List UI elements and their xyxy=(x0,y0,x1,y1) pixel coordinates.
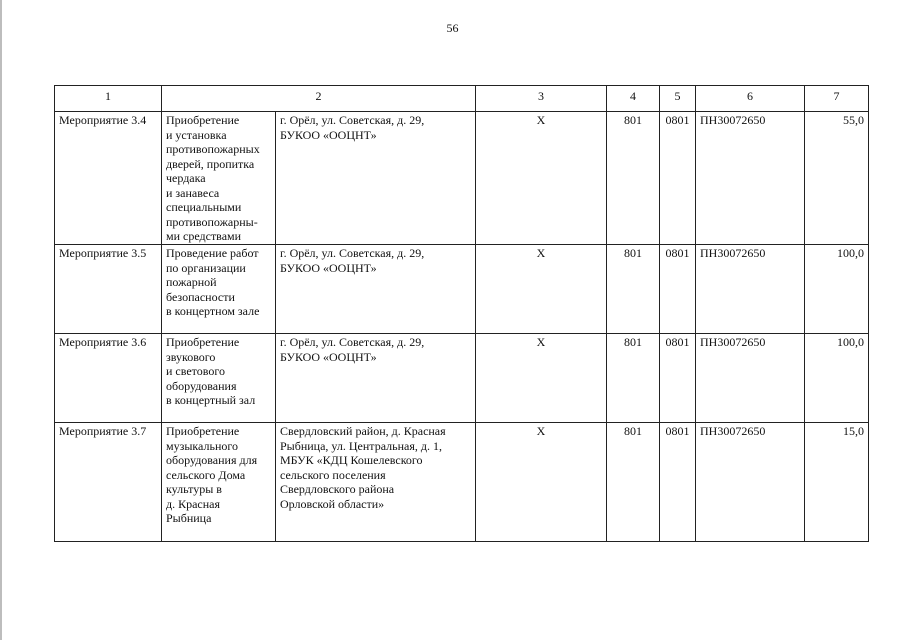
activity-name-line: противопожарных xyxy=(166,142,260,156)
activities-table xyxy=(54,85,869,542)
activity-name-line: и занавеса xyxy=(166,185,220,200)
col7-value: 100,0 xyxy=(805,334,869,423)
col4-value: 801 xyxy=(607,112,660,245)
header-col-4: 4 xyxy=(607,86,660,112)
col5-value: 0801 xyxy=(660,334,696,423)
table-row xyxy=(55,423,869,542)
activity-id: Мероприятие 3.6 xyxy=(55,334,162,423)
page-number: 56 xyxy=(446,21,459,35)
activity-name-line: пожарной xyxy=(166,275,217,289)
activity-name-line: оборудования для xyxy=(166,453,258,467)
activity-name xyxy=(162,423,276,542)
col7-value: 100,0 xyxy=(805,245,869,334)
activity-location-line: МБУК «КДЦ Кошелевского xyxy=(280,453,423,467)
activity-location xyxy=(276,245,476,334)
activity-location-line: г. Орёл, ул. Советская, д. 29, xyxy=(280,246,425,260)
activity-location-line: Свердловский район, д. Красная xyxy=(280,424,446,438)
activity-name-line: звукового xyxy=(166,349,216,364)
activity-location xyxy=(276,112,476,245)
table-row xyxy=(55,334,869,423)
activity-name-line: противопожарны- xyxy=(166,214,258,229)
table-row xyxy=(55,245,869,334)
activity-name-line: Проведение работ xyxy=(166,246,259,260)
activity-id: Мероприятие 3.7 xyxy=(55,423,162,542)
activity-id: Мероприятие 3.4 xyxy=(55,112,162,245)
col3-value: Х xyxy=(476,245,607,334)
col6-value: ПН30072650 xyxy=(696,334,805,423)
activity-name-line: по организации xyxy=(166,260,246,275)
header-col-2: 2 xyxy=(162,86,476,112)
col7-value: 15,0 xyxy=(805,423,869,542)
activity-name-line: в концертный зал xyxy=(166,393,256,407)
activity-location-line: г. Орёл, ул. Советская, д. 29, xyxy=(280,113,425,127)
activity-name-line: ми средствами xyxy=(166,229,242,243)
activity-location xyxy=(276,423,476,542)
activity-name-line: безопасности xyxy=(166,289,235,304)
col6-value: ПН30072650 xyxy=(696,112,805,245)
activity-location-line: БУКОО «ООЦНТ» xyxy=(280,349,377,364)
header-col-6: 6 xyxy=(696,86,805,112)
activity-name xyxy=(162,245,276,334)
activity-name-line: и светового xyxy=(166,364,225,378)
activity-location-line: Свердловского района xyxy=(280,482,395,496)
col5-value: 0801 xyxy=(660,112,696,245)
activity-location-line: сельского поселения xyxy=(280,467,386,482)
col4-value: 801 xyxy=(607,245,660,334)
activity-name-line: Приобретение xyxy=(166,335,240,349)
activity-name xyxy=(162,112,276,245)
col7-value: 55,0 xyxy=(805,112,869,245)
header-col-5: 5 xyxy=(660,86,696,112)
activity-name-line: Приобретение xyxy=(166,113,240,127)
col6-value: ПН30072650 xyxy=(696,245,805,334)
table-header-row xyxy=(55,86,869,112)
col4-value: 801 xyxy=(607,423,660,542)
activity-name-line: в концертном зале xyxy=(166,304,260,318)
activity-location-line: БУКОО «ООЦНТ» xyxy=(280,127,377,142)
activity-name-line: Рыбница xyxy=(166,511,212,525)
activity-name-line: дверей, пропитка xyxy=(166,156,255,171)
header-col-3: 3 xyxy=(476,86,607,112)
activity-name xyxy=(162,334,276,423)
header-col-7: 7 xyxy=(805,86,869,112)
activity-location-line: г. Орёл, ул. Советская, д. 29, xyxy=(280,335,425,349)
header-col-1: 1 xyxy=(55,86,162,112)
col5-value: 0801 xyxy=(660,423,696,542)
activity-location-line: Орловской области» xyxy=(280,496,385,511)
activity-name-line: чердака xyxy=(166,171,206,185)
activity-name-line: д. Красная xyxy=(166,496,221,511)
activity-name-line: сельского Дома xyxy=(166,467,246,482)
activity-location-line: Рыбница, ул. Центральная, д. 1, xyxy=(280,438,442,453)
activity-name-line: Приобретение xyxy=(166,424,240,438)
activity-name-line: специальными xyxy=(166,200,242,214)
col3-value: Х xyxy=(476,112,607,245)
activity-name-line: оборудования xyxy=(166,378,237,393)
col4-value: 801 xyxy=(607,334,660,423)
col5-value: 0801 xyxy=(660,245,696,334)
activity-location xyxy=(276,334,476,423)
activity-name-line: музыкального xyxy=(166,438,238,453)
col6-value: ПН30072650 xyxy=(696,423,805,542)
col3-value: Х xyxy=(476,334,607,423)
activity-id: Мероприятие 3.5 xyxy=(55,245,162,334)
activity-name-line: и установка xyxy=(166,127,227,142)
col3-value: Х xyxy=(476,423,607,542)
activity-name-line: культуры в xyxy=(166,482,222,496)
scan-edge xyxy=(0,0,2,640)
activity-location-line: БУКОО «ООЦНТ» xyxy=(280,260,377,275)
table-row xyxy=(55,112,869,245)
